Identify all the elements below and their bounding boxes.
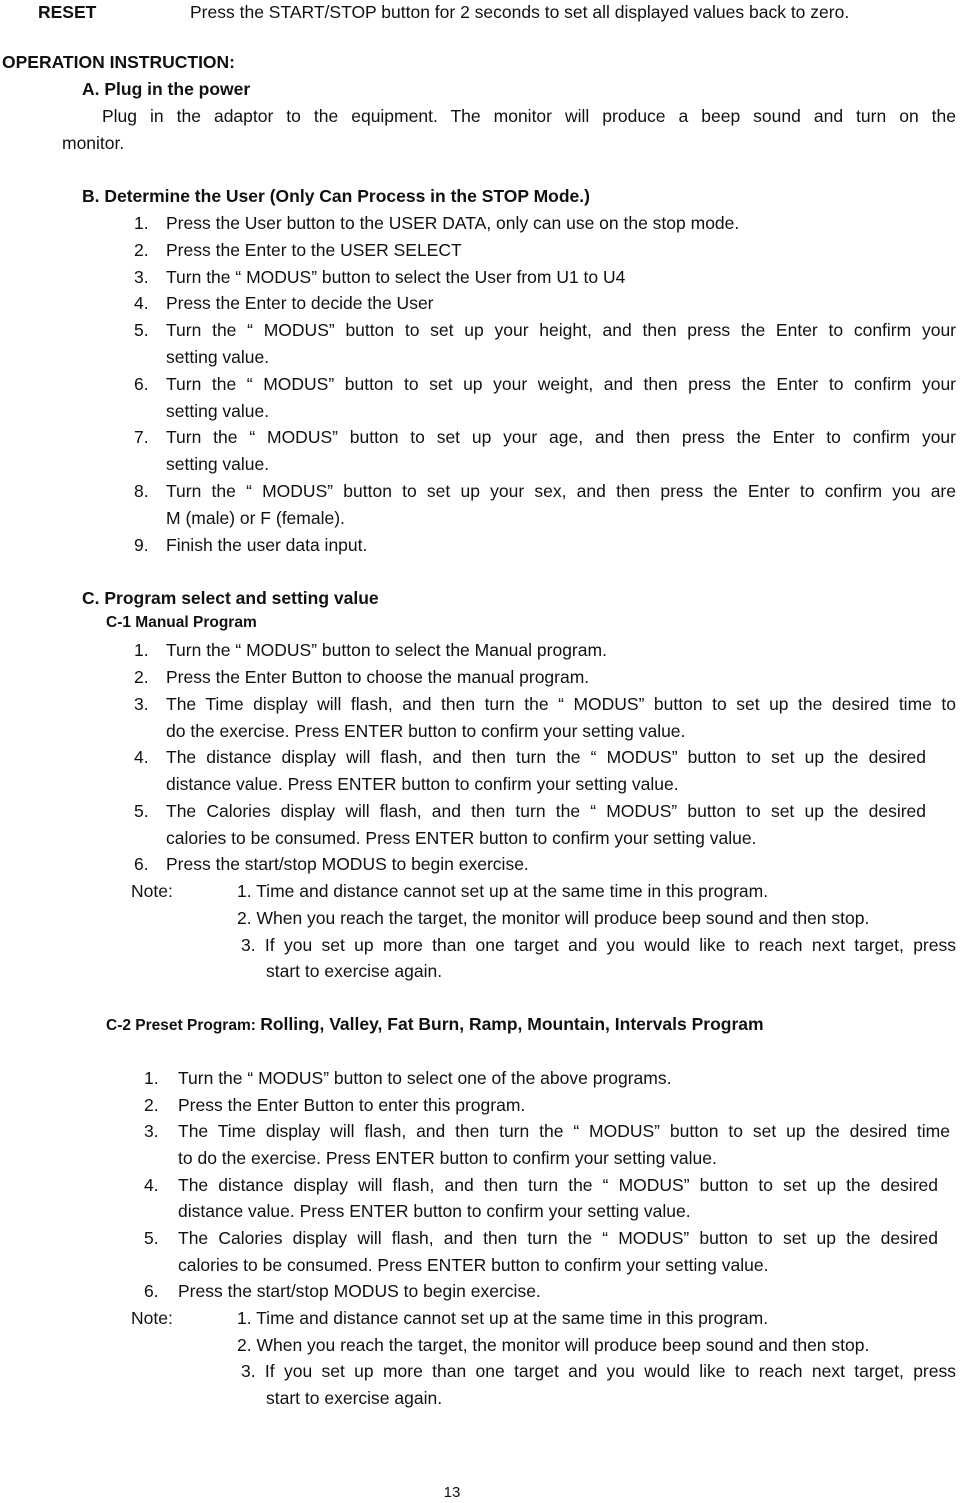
c1-note-2: 2. When you reach the target, the monitor will produce beep sound and then stop. (237, 908, 870, 928)
c1-item-1-number: 1. (134, 640, 149, 660)
c2-note-3: 3. If you set up more than one target and you would like to reach next target, press (241, 1361, 956, 1381)
section-a-line-2: monitor. (62, 133, 125, 153)
reset-description: Press the START/STOP button for 2 seconds to set all displayed values back to zero. (190, 2, 850, 22)
c1-note-label: Note: (131, 881, 173, 901)
c1-item-3-text-line-2: do the exercise. Press ENTER button to confirm your setting value. (166, 721, 686, 741)
c1-note-3: 3. If you set up more than one target and you would like to reach next target, press (241, 935, 956, 955)
b-item-5-text-line-2: setting value. (166, 347, 270, 367)
c2-item-6-text: Press the start/stop MODUS to begin exercise. (178, 1281, 541, 1301)
c2-note-2: 2. When you reach the target, the monitor will produce beep sound and then stop. (237, 1335, 870, 1355)
c2-item-4-text-line-1: The distance display will flash, and then turn the “ MODUS” button to set up the desired (178, 1175, 938, 1195)
b-item-2-number: 2. (134, 240, 149, 260)
section-a-line-1: Plug in the adaptor to the equipment. The monitor will produce a beep sound and turn on the (102, 106, 956, 126)
c1-item-6-number: 6. (134, 854, 149, 874)
reset-label: RESET (38, 2, 97, 22)
c1-item-2-text: Press the Enter Button to choose the manual program. (166, 667, 590, 687)
b-item-7-text-line-2: setting value. (166, 454, 270, 474)
c2-item-2-number: 2. (144, 1095, 159, 1115)
c1-item-3-text-line-1: The Time display will flash, and then turn the “ MODUS” button to set up the desired time to (166, 694, 956, 714)
b-item-3-number: 3. (134, 267, 149, 287)
c2-item-5-text-line-2: calories to be consumed. Press ENTER button to confirm your setting value. (178, 1255, 769, 1275)
c2-item-3-text-line-2: to do the exercise. Press ENTER button to confirm your setting value. (178, 1148, 717, 1168)
section-c-heading: C. Program select and setting value (82, 588, 379, 608)
c1-item-6-text: Press the start/stop MODUS to begin exercise. (166, 854, 529, 874)
c2-item-3-text-line-1: The Time display will flash, and then turn the “ MODUS” button to set up the desired time (178, 1121, 950, 1141)
b-item-6-text-line-1: Turn the “ MODUS” button to set up your weight, and then press the Enter to confirm your (166, 374, 956, 394)
b-item-1-number: 1. (134, 213, 149, 233)
c1-item-4-number: 4. (134, 747, 149, 767)
c2-item-2-text: Press the Enter Button to enter this program. (178, 1095, 526, 1115)
c1-item-5-text-line-2: calories to be consumed. Press ENTER button to confirm your setting value. (166, 828, 757, 848)
c1-item-4-text-line-1: The distance display will flash, and then turn the “ MODUS” button to set up the desired (166, 747, 926, 767)
c2-item-1-text: Turn the “ MODUS” button to select one of the above programs. (178, 1068, 672, 1088)
b-item-7-number: 7. (134, 427, 149, 447)
b-item-5-text-line-1: Turn the “ MODUS” button to set up your height, and then press the Enter to confirm your (166, 320, 956, 340)
c2-heading-prefix: C-2 Preset Program: (106, 1017, 261, 1034)
b-item-8-number: 8. (134, 481, 149, 501)
b-item-7-text-line-1: Turn the “ MODUS” button to set up your age, and then press the Enter to confirm your (166, 427, 956, 447)
c2-heading (106, 1014, 764, 1036)
c1-item-1-text: Turn the “ MODUS” button to select the Manual program. (166, 640, 607, 660)
page-number: 13 (443, 1484, 461, 1501)
c2-item-3-number: 3. (144, 1121, 159, 1141)
b-item-4-text: Press the Enter to decide the User (166, 293, 434, 313)
c2-note-1: 1. Time and distance cannot set up at the same time in this program. (237, 1308, 769, 1328)
c1-item-2-number: 2. (134, 667, 149, 687)
c1-note-3-continued: start to exercise again. (266, 961, 443, 981)
c1-note-1: 1. Time and distance cannot set up at the same time in this program. (237, 881, 769, 901)
c2-heading-programs: Rolling, Valley, Fat Burn, Ramp, Mountain, Intervals Program (260, 1014, 764, 1034)
b-item-2-text: Press the Enter to the USER SELECT (166, 240, 462, 260)
section-a-heading: A. Plug in the power (82, 79, 251, 99)
c1-item-5-number: 5. (134, 801, 149, 821)
c2-note-label: Note: (131, 1308, 173, 1328)
c1-heading: C-1 Manual Program (106, 614, 257, 631)
c2-item-1-number: 1. (144, 1068, 159, 1088)
c1-item-5-text-line-1: The Calories display will flash, and then turn the “ MODUS” button to set up the desired (166, 801, 926, 821)
operation-heading: OPERATION INSTRUCTION: (2, 52, 236, 72)
c2-item-4-number: 4. (144, 1175, 159, 1195)
c2-item-6-number: 6. (144, 1281, 159, 1301)
c2-note-3-continued: start to exercise again. (266, 1388, 443, 1408)
b-item-9-number: 9. (134, 535, 149, 555)
b-item-3-text: Turn the “ MODUS” button to select the User from U1 to U4 (166, 267, 626, 287)
b-item-4-number: 4. (134, 293, 149, 313)
c2-item-4-text-line-2: distance value. Press ENTER button to confirm your setting value. (178, 1201, 691, 1221)
b-item-8-text-line-1: Turn the “ MODUS” button to set up your sex, and then press the Enter to confirm you are (166, 481, 956, 501)
b-item-5-number: 5. (134, 320, 149, 340)
b-item-1-text: Press the User button to the USER DATA, only can use on the stop mode. (166, 213, 740, 233)
c1-item-3-number: 3. (134, 694, 149, 714)
b-item-9-text: Finish the user data input. (166, 535, 368, 555)
b-item-6-text-line-2: setting value. (166, 401, 270, 421)
section-b-heading: B. Determine the User (Only Can Process in the STOP Mode.) (82, 186, 590, 206)
c2-item-5-text-line-1: The Calories display will flash, and then turn the “ MODUS” button to set up the desired (178, 1228, 938, 1248)
c2-item-5-number: 5. (144, 1228, 159, 1248)
b-item-6-number: 6. (134, 374, 149, 394)
c1-item-4-text-line-2: distance value. Press ENTER button to confirm your setting value. (166, 774, 679, 794)
b-item-8-text-line-2: M (male) or F (female). (166, 508, 345, 528)
